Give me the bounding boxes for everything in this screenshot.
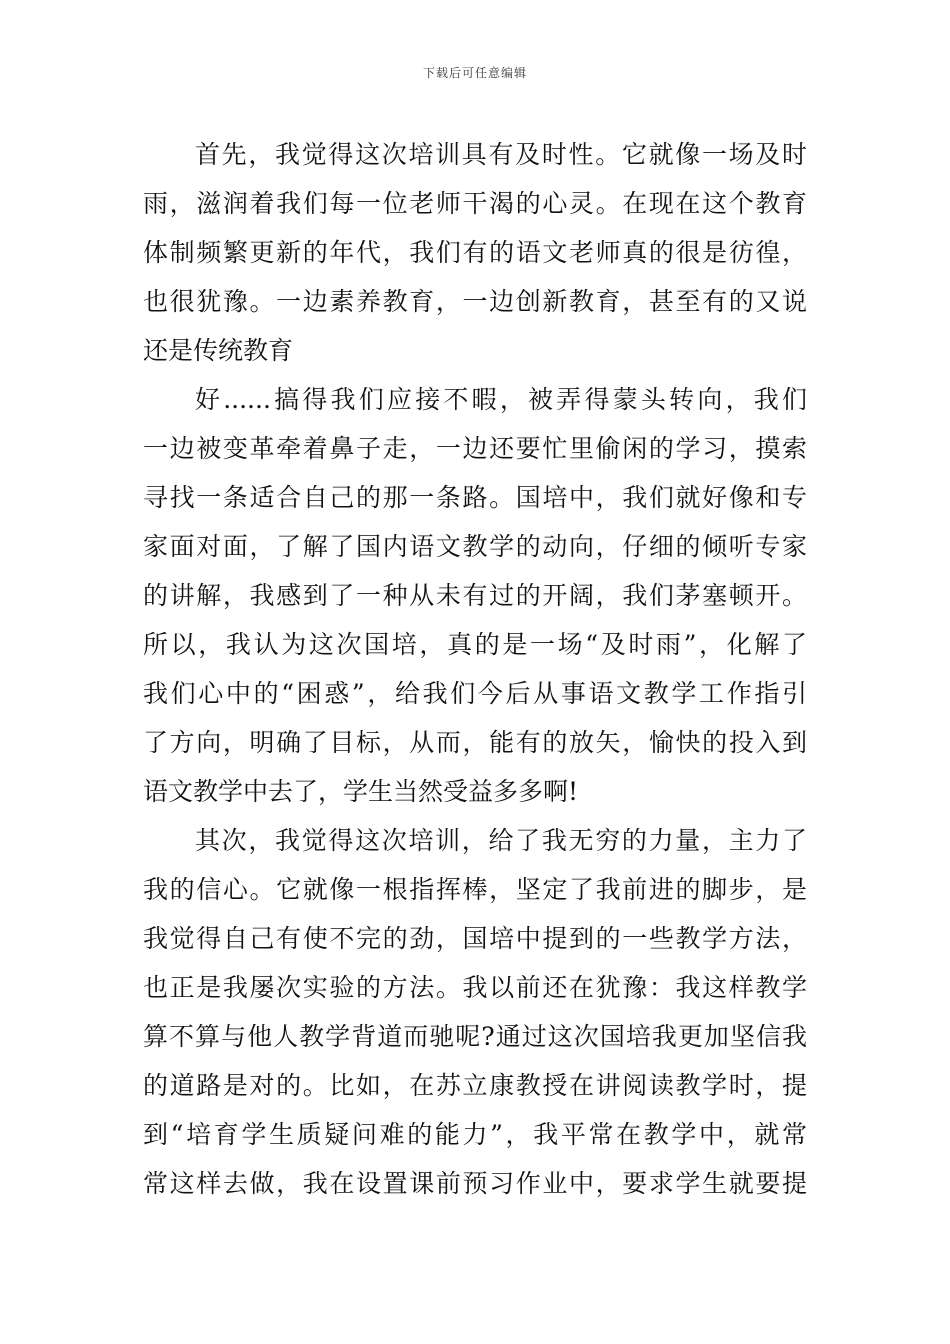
paragraph — [143, 375, 807, 816]
text-line: 好......搞得我们应接不暇，被弄得蒙头转向，我们 — [195, 385, 807, 414]
document-body — [143, 130, 807, 1208]
text-line: 寻找一条适合自己的那一条路。国培中，我们就好像和专 — [143, 483, 807, 512]
text-line: 雨，滋润着我们每一位老师干渴的心灵。在现在这个教育 — [143, 189, 807, 218]
text-line: 其次，我觉得这次培训，给了我无穷的力量，主力了 — [195, 826, 807, 855]
text-line: 算不算与他人教学背道而驰呢?通过这次国培我更加坚信我 — [143, 1022, 807, 1051]
text-line: 我觉得自己有使不完的劲，国培中提到的一些教学方法， — [143, 924, 807, 953]
paragraph — [143, 130, 807, 375]
text-line: 我的信心。它就像一根指挥棒，坚定了我前进的脚步，是 — [143, 875, 807, 904]
text-line: 到“培育学生质疑问难的能力”，我平常在教学中，就常 — [143, 1120, 807, 1149]
text-line: 也很犹豫。一边素养教育，一边创新教育，甚至有的又说 — [143, 287, 807, 316]
text-line: 一边被变革牵着鼻子走，一边还要忙里偷闲的学习，摸索 — [143, 434, 807, 463]
text-line: 的道路是对的。比如，在苏立康教授在讲阅读教学时，提 — [143, 1071, 807, 1100]
text-line: 所以，我认为这次国培，真的是一场“及时雨”，化解了 — [143, 630, 807, 659]
text-line: 我们心中的“困惑”，给我们今后从事语文教学工作指引 — [143, 679, 807, 708]
text-line: 首先，我觉得这次培训具有及时性。它就像一场及时 — [195, 140, 807, 169]
text-line: 常这样去做，我在设置课前预习作业中，要求学生就要提 — [143, 1169, 807, 1198]
text-line: 语文教学中去了，学生当然受益多多啊! — [143, 777, 579, 806]
text-line: 还是传统教育 — [143, 336, 294, 365]
text-line: 也正是我屡次实验的方法。我以前还在犹豫：我这样教学 — [143, 973, 807, 1002]
paragraph — [143, 816, 807, 1208]
text-line: 家面对面，了解了国内语文教学的动向，仔细的倾听专家 — [143, 532, 807, 561]
text-line: 了方向，明确了目标，从而，能有的放矢，愉快的投入到 — [143, 728, 807, 757]
text-line: 体制频繁更新的年代，我们有的语文老师真的很是彷徨， — [143, 238, 807, 267]
page-header: 下载后可任意编辑 — [422, 66, 527, 80]
text-line: 的讲解，我感到了一种从未有过的开阔，我们茅塞顿开。 — [143, 581, 807, 610]
